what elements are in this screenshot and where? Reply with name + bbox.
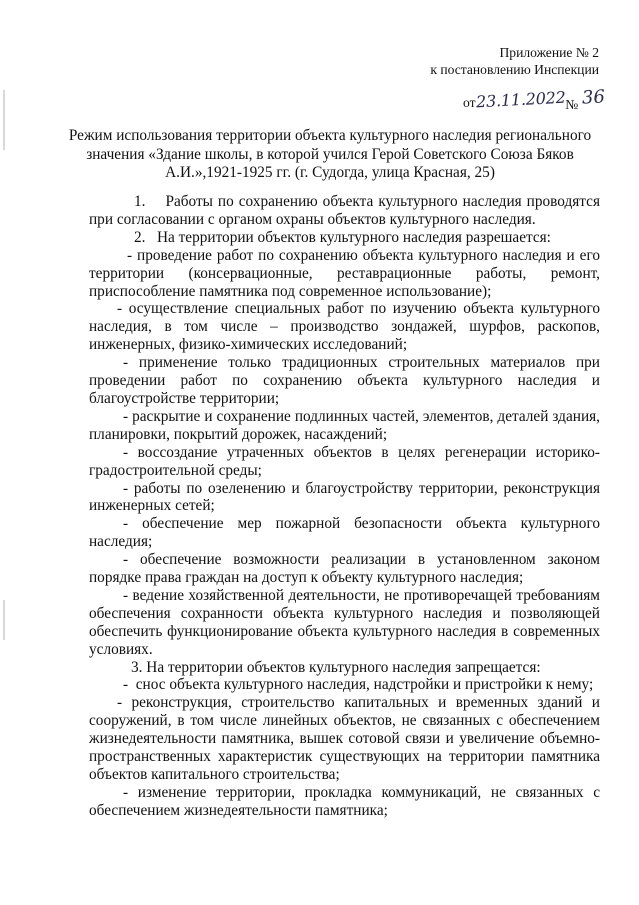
number-label: № [565,97,579,112]
paragraph: - изменение территории, прокладка коммуникаций, не связанных с обеспечением жизнедеятельности памятника; [89,783,600,819]
paragraph: - обеспечение возможности реализации в установленном законом порядке права граждан на доступ к объекту культурного наследия; [89,551,600,587]
paragraph: - работы по озеленению и благоустройству территории, реконструкция инженерных сетей; [89,479,600,515]
appendix-resolution-ref: к постановлению Инспекции [430,62,599,77]
document-title: Режим использования территории объекта культурного наследия регионального значения «Здание школы, в которой учился Герой Советского Союза Бяков А.И.»,1921-1925 гг. (г. Судогда, улица Красная, 25) [68,127,592,181]
paragraph: - обеспечение мер пожарной безопасности объекта культурного наследия; [89,515,600,551]
paragraph: - раскрытие и сохранение подлинных частей, элементов, деталей здания, планировки, покрытий дорожек, насаждений; [89,407,600,443]
from-label: от [463,95,476,110]
paragraph: - осуществление специальных работ по изучению объекта культурного наследия, в том числе – производство зондажей, шурфов, раскопов, инженерных, физико-химических исследований; [89,300,600,354]
paragraph: - реконструкция, строительство капитальных и временных зданий и сооружений, в том числе линейных объектов, не связанных с обеспечением жизнедеятельности памятника, вышек сотовой связи и увеличение объемно-пространственных характеристик существующих на территории памятника объектов капитального строительства; [89,694,600,783]
paragraph: 3. На территории объектов культурного наследия запрещается: [131,658,541,676]
paragraph: - ведение хозяйственной деятельности, не противоречащей требованиям обеспечения сохранности объекта культурного наследия и позволяющей обеспечить функционирование объекта культурного наследия в современных условиях. [89,586,600,658]
paragraph: - снос объекта культурного наследия, надстройки и пристройки к нему; [123,676,594,694]
resolution-date-number [463,86,606,112]
paragraph: 1. Работы по сохранению объекта культурного наследия проводятся при согласовании с органом охраны объектов культурного наследия. [89,193,600,228]
appendix-number: Приложение № 2 [499,45,599,60]
paragraph: - воссоздание утраченных объектов в целях регенерации историко-градостроительной среды; [89,443,600,479]
paragraph: - проведение работ по сохранению объекта культурного наследия и его территории (консервационные, реставрационные работы, ремонт, приспособление памятника под современное использование); [89,246,600,300]
paragraph: 2. На территории объектов культурного наследия разрешается: [134,228,551,246]
handwritten-date: 23.11.2022 [475,87,566,112]
paragraph: - применение только традиционных строительных материалов при проведении работ по сохранению объекта культурного наследия и благоустройстве территории; [89,354,600,407]
document-body [89,193,600,820]
scan-edge-mark [3,90,5,150]
appendix-header [430,44,599,78]
handwritten-number: 36 [581,86,606,109]
scan-edge-mark [3,600,5,640]
